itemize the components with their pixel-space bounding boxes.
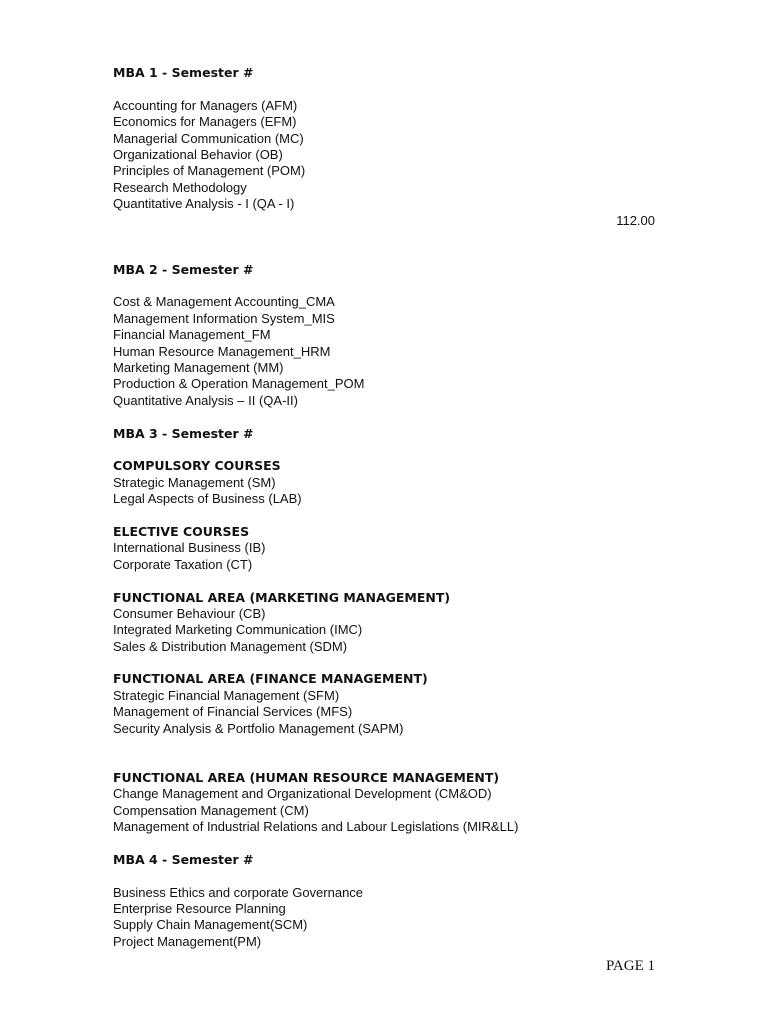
course-item: Strategic Financial Management (SFM)	[113, 687, 340, 703]
course-item: Production & Operation Management_POM	[113, 376, 365, 392]
course-item: Organizational Behavior (OB)	[113, 146, 283, 162]
course-item: Managerial Communication (MC)	[113, 130, 304, 146]
semester-3-heading: MBA 3 - Semester #	[113, 425, 254, 441]
course-item: Security Analysis & Portfolio Management (SAPM)	[113, 720, 404, 736]
course-item: Integrated Marketing Communication (IMC)	[113, 622, 363, 638]
finance-area-heading: FUNCTIONAL AREA (FINANCE MANAGEMENT)	[113, 671, 428, 687]
course-item: Enterprise Resource Planning	[113, 900, 286, 916]
marketing-area-heading: FUNCTIONAL AREA (MARKETING MANAGEMENT)	[113, 589, 451, 605]
course-item: Sales & Distribution Management (SDM)	[113, 638, 348, 654]
course-item: Management Information System_MIS	[113, 310, 335, 326]
course-item: Quantitative Analysis - I (QA - I)	[113, 196, 295, 212]
course-item: Project Management(PM)	[113, 933, 262, 949]
course-item: Strategic Management (SM)	[113, 474, 276, 490]
course-item: Marketing Management (MM)	[113, 360, 284, 376]
course-item: Consumer Behaviour (CB)	[113, 605, 266, 621]
course-item: Economics for Managers (EFM)	[113, 114, 297, 130]
course-item: Quantitative Analysis – II (QA-II)	[113, 392, 298, 408]
semester-4-heading: MBA 4 - Semester #	[113, 851, 254, 867]
compulsory-courses-heading: COMPULSORY COURSES	[113, 458, 281, 474]
course-item: Supply Chain Management(SCM)	[113, 917, 308, 933]
course-item: Financial Management_FM	[113, 327, 271, 343]
course-item: Legal Aspects of Business (LAB)	[113, 491, 302, 507]
document-body	[113, 65, 673, 950]
course-item: International Business (IB)	[113, 540, 266, 556]
elective-courses-heading: ELECTIVE COURSES	[113, 523, 250, 539]
course-item: Principles of Management (POM)	[113, 163, 306, 179]
course-item: Accounting for Managers (AFM)	[113, 97, 298, 113]
page-number: PAGE 1	[605, 958, 655, 974]
hr-area-heading: FUNCTIONAL AREA (HUMAN RESOURCE MANAGEMENT)	[113, 769, 500, 785]
course-item: Cost & Management Accounting_CMA	[113, 294, 335, 310]
course-item: Change Management and Organizational Development (CM&OD)	[113, 786, 492, 802]
course-item: Management of Industrial Relations and Labour Legislations (MIR&LL)	[113, 818, 519, 834]
course-item: Corporate Taxation (CT)	[113, 556, 253, 572]
course-item: Business Ethics and corporate Governance	[113, 884, 364, 900]
course-item: Management of Financial Services (MFS)	[113, 704, 353, 720]
price-value: 112.00	[616, 212, 655, 228]
semester-2-heading: MBA 2 - Semester #	[113, 261, 254, 277]
course-item: Compensation Management (CM)	[113, 802, 309, 818]
semester-1-heading: MBA 1 - Semester #	[113, 65, 254, 80]
course-item: Human Resource Management_HRM	[113, 343, 331, 359]
course-item: Research Methodology	[113, 179, 247, 195]
